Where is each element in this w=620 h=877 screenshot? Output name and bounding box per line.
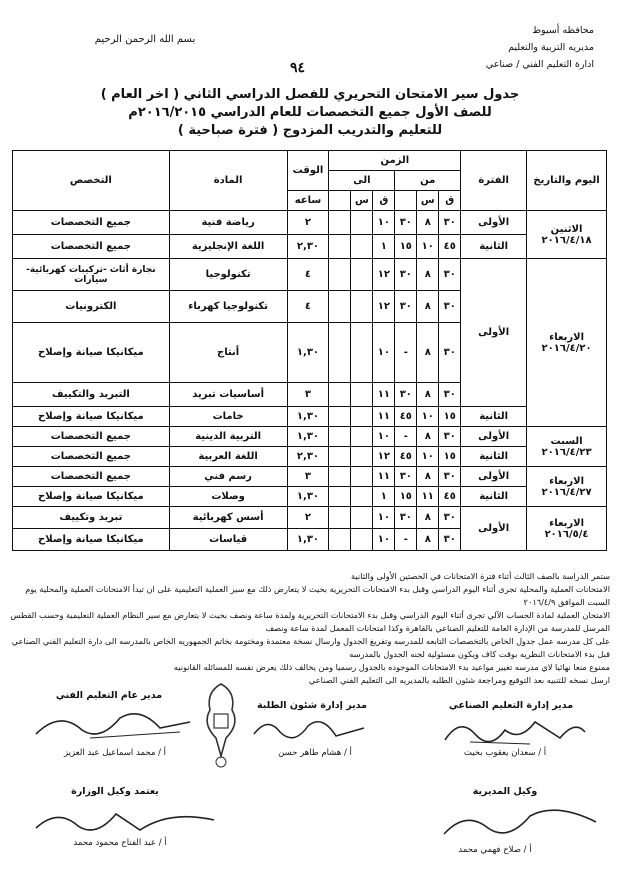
from-s-cell: ٨ — [417, 507, 439, 529]
table-row — [13, 259, 607, 291]
table-row — [13, 427, 607, 447]
table-row — [13, 507, 607, 529]
subject-cell: تكنولوجيا كهرباء — [169, 291, 287, 323]
blank-cell — [351, 211, 373, 235]
day-cell: الاربعاء ٢٠١٦/٤/٢٠ — [527, 259, 607, 427]
handwritten-signature — [440, 712, 590, 748]
from-s-cell: ٨ — [417, 467, 439, 487]
subject-cell: خامات — [169, 407, 287, 427]
specialty-cell: ميكانيكا صيانة وإصلاح — [13, 323, 170, 383]
table-row — [13, 407, 607, 427]
signature-name-industrial-ed: أ / سعدان يعقوب بخيت — [463, 748, 547, 758]
title-line-3: للتعليم والتدريب المزدوج ( فترة صباحية ) — [177, 123, 443, 138]
header-to-s: س — [351, 191, 373, 211]
signature-title-undersecretary: يعتمد وكيل الوزارة — [71, 786, 159, 797]
blank-cell — [351, 235, 373, 259]
header-day: اليوم والتاريخ — [527, 151, 607, 211]
blank-cell — [329, 291, 351, 323]
duration-cell: ٢ — [287, 211, 329, 235]
subject-cell: وصلات — [169, 487, 287, 507]
blank-cell — [329, 323, 351, 383]
to-q-cell: ٣٠ — [395, 467, 417, 487]
from-s-cell: ٨ — [417, 323, 439, 383]
table-row — [13, 487, 607, 507]
header-authority-block — [434, 22, 594, 73]
specialty-cell: نجارة أثاث -تركيبات كهربائية- سيارات — [13, 259, 170, 291]
from-q-cell: ٣٠ — [439, 467, 461, 487]
duration-cell: ٣ — [287, 383, 329, 407]
period-cell: الأولى — [461, 211, 527, 235]
notes-section — [10, 570, 610, 687]
subject-cell: اللغة الإنجليزية — [169, 235, 287, 259]
signature-name-deputy: أ / صلاح فهمي محمد — [458, 845, 532, 855]
header-duration: الوقت — [287, 151, 329, 191]
signature-name-student-affairs: أ / هشام طاهر حسن — [278, 748, 352, 758]
to-s-cell: ١ — [373, 487, 395, 507]
period-cell: الثانية — [461, 235, 527, 259]
specialty-cell: جميع التخصصات — [13, 427, 170, 447]
blank-cell — [351, 487, 373, 507]
handwritten-signature — [250, 714, 370, 748]
day-cell: الاربعاء ٢٠١٦/٥/٤ — [527, 507, 607, 551]
from-q-cell: ٤٥ — [439, 235, 461, 259]
period-cell: الثانية — [461, 487, 527, 507]
to-s-cell: ١١ — [373, 407, 395, 427]
from-s-cell: ١٠ — [417, 235, 439, 259]
from-s-cell: ٨ — [417, 427, 439, 447]
header-to: الى — [329, 171, 395, 191]
to-q-cell: ٣٠ — [395, 211, 417, 235]
header-period: الفترة — [461, 151, 527, 211]
day-cell: الاربعاء ٢٠١٦/٤/٢٧ — [527, 467, 607, 507]
blank-cell — [351, 259, 373, 291]
to-q-cell: ٤٥ — [395, 447, 417, 467]
blank-cell — [329, 383, 351, 407]
subject-cell: قياسات — [169, 529, 287, 551]
blank-cell — [329, 235, 351, 259]
header-hours: ساعه — [287, 191, 329, 211]
blank-cell — [329, 467, 351, 487]
subject-cell: اللغة العربية — [169, 447, 287, 467]
exam-schedule-table — [12, 150, 607, 551]
blank-cell — [329, 487, 351, 507]
specialty-cell: تبريد وتكييف — [13, 507, 170, 529]
from-q-cell: ٣٠ — [439, 291, 461, 323]
signature-name-technical-ed: أ / محمد اسماعيل عبد العزيز — [63, 748, 167, 758]
note-line: على كل مدرسه عمل جدول الخاص بالتخصصات التابعه للمدرسه وتفريغ الجدول وارسال نسخة معتمدة ومختومة بخاتم الجمهوريه الخاص بالمدرسه الى دارة التعليم الفني الصناعي قبل بدء الامتحانات النظريه بوقت كاف ويكون مسئولية لجنه الجدول بالمدرسه — [11, 636, 610, 659]
duration-cell: ٢ — [287, 507, 329, 529]
from-q-cell: ٤٥ — [439, 487, 461, 507]
blank-cell — [329, 507, 351, 529]
duration-cell: ٣ — [287, 467, 329, 487]
blank-cell — [351, 447, 373, 467]
to-q-cell: - — [395, 529, 417, 551]
specialty-cell: ميكانيكا صيانة وإصلاح — [13, 407, 170, 427]
note-line: ممنوع منعا نهائيا لاي مدرسه تغيير مواعيد بدء الامتحانات الموجوده بالجدول رسميا ومن يخالف ذلك يعرض نفسه للمسائله القانونيه — [173, 662, 610, 672]
subject-cell: أنتاج — [169, 323, 287, 383]
specialty-cell: جميع التخصصات — [13, 467, 170, 487]
basmala: بسم الله الرحمن الرحيم — [94, 34, 196, 45]
period-cell: الثانية — [461, 407, 527, 427]
duration-cell: ١,٣٠ — [287, 487, 329, 507]
signature-title-student-affairs: مدير إدارة شئون الطلبة — [256, 700, 368, 711]
to-q-cell: ١٥ — [395, 487, 417, 507]
blank-cell — [329, 259, 351, 291]
from-s-cell: ٨ — [417, 259, 439, 291]
blank-cell — [351, 507, 373, 529]
from-q-cell: ٣٠ — [439, 427, 461, 447]
subject-cell: أسس كهربائية — [169, 507, 287, 529]
blank-cell — [329, 407, 351, 427]
title-line-1: جدول سير الامتحان التحريري للفصل الدراسي الثاني ( اخر العام ) — [100, 87, 520, 102]
blank-cell — [351, 529, 373, 551]
to-s-cell: ١ — [373, 235, 395, 259]
header-line-governorate: محافظه أسيوط — [532, 25, 594, 36]
specialty-cell: جميع التخصصات — [13, 447, 170, 467]
to-s-cell: ١٢ — [373, 259, 395, 291]
period-cell: الأولى — [461, 507, 527, 551]
period-cell: الثانية — [461, 447, 527, 467]
blank-cell — [329, 211, 351, 235]
blank-cell — [329, 529, 351, 551]
note-line: الامتحانات العملية والمحلية تجرى أثناء اليوم الدراسي وقبل بدء الامتحانات التحريرية بحيث لا يتعارض ذلك مع سير العملية التعليمية على ان تبدأ الامتحانات العملية والمحلية يوم السبت الموافق ٢٠١٦/٤/٩ — [25, 584, 610, 607]
from-s-cell: ١٠ — [417, 407, 439, 427]
header-to-q: ق — [373, 191, 395, 211]
header-to-blank — [329, 191, 351, 211]
from-q-cell: ١٥ — [439, 407, 461, 427]
blank-cell — [351, 427, 373, 447]
handwritten-signature — [30, 704, 200, 744]
duration-cell: ١,٣٠ — [287, 529, 329, 551]
to-s-cell: ١٠ — [373, 427, 395, 447]
to-s-cell: ١١ — [373, 467, 395, 487]
blank-cell — [351, 467, 373, 487]
to-q-cell: ٤٥ — [395, 407, 417, 427]
to-q-cell: ٣٠ — [395, 291, 417, 323]
signature-title-technical-ed: مدير عام التعليم الفني — [55, 690, 163, 701]
signature-title-industrial-ed: مدير إدارة التعليم الصناعي — [448, 700, 574, 711]
header-from-s: س — [417, 191, 439, 211]
table-row — [13, 211, 607, 235]
specialty-cell: جميع التخصصات — [13, 235, 170, 259]
from-q-cell: ٣٠ — [439, 383, 461, 407]
page-number: ٩٤ — [290, 60, 306, 76]
to-s-cell: ١٠ — [373, 507, 395, 529]
header-specialty: التخصص — [13, 151, 170, 211]
subject-cell: التربية الدينية — [169, 427, 287, 447]
subject-cell: رياضة فنية — [169, 211, 287, 235]
from-s-cell: ١١ — [417, 487, 439, 507]
to-q-cell: - — [395, 323, 417, 383]
duration-cell: ٢,٣٠ — [287, 447, 329, 467]
specialty-cell: التبريد والتكييف — [13, 383, 170, 407]
to-s-cell: ١٠ — [373, 211, 395, 235]
from-s-cell: ١٠ — [417, 447, 439, 467]
to-s-cell: ١٠ — [373, 529, 395, 551]
to-q-cell: - — [395, 427, 417, 447]
handwritten-signature — [30, 804, 220, 840]
day-cell: السبت ٢٠١٦/٤/٢٣ — [527, 427, 607, 467]
header-from: من — [395, 171, 461, 191]
duration-cell: ٢,٣٠ — [287, 235, 329, 259]
from-s-cell: ٨ — [417, 529, 439, 551]
table-row — [13, 467, 607, 487]
header-line-administration: ادارة التعليم الفني / صناعي — [485, 59, 594, 70]
from-q-cell: ٣٠ — [439, 529, 461, 551]
title-line-2: للصف الأول جميع التخصصات للعام الدراسي ٢٠١٦/٢٠١٥م — [128, 105, 492, 120]
from-q-cell: ٣٠ — [439, 259, 461, 291]
period-cell: الأولى — [461, 259, 527, 407]
period-cell: الأولى — [461, 427, 527, 447]
day-cell: الاثنين ٢٠١٦/٤/١٨ — [527, 211, 607, 259]
specialty-cell: الكترونيات — [13, 291, 170, 323]
signature-title-deputy: وكيل المديرية — [472, 786, 538, 797]
header-time: الزمن — [329, 151, 461, 171]
from-q-cell: ٣٠ — [439, 507, 461, 529]
blank-cell — [329, 447, 351, 467]
note-line: ارسل نسخه للتنبيه بعد التوقيع ومراجعة شئون الطلبه بالمديريه الى التعليم الفني الصناعي — [308, 675, 610, 685]
header-line-directorate: مديريه التربية والتعليم — [508, 42, 594, 53]
duration-cell: ٤ — [287, 259, 329, 291]
from-s-cell: ٨ — [417, 211, 439, 235]
specialty-cell: جميع التخصصات — [13, 211, 170, 235]
official-seal-icon — [196, 680, 246, 770]
subject-cell: أساسيات تبريد — [169, 383, 287, 407]
duration-cell: ١,٣٠ — [287, 427, 329, 447]
from-q-cell: ٣٠ — [439, 323, 461, 383]
to-s-cell: ١٢ — [373, 447, 395, 467]
subject-cell: رسم فني — [169, 467, 287, 487]
from-q-cell: ١٥ — [439, 447, 461, 467]
to-q-cell: ٣٠ — [395, 259, 417, 291]
header-from-blank — [395, 191, 417, 211]
to-s-cell: ١١ — [373, 383, 395, 407]
header-from-q: ق — [439, 191, 461, 211]
to-q-cell: ٣٠ — [395, 507, 417, 529]
blank-cell — [351, 291, 373, 323]
duration-cell: ١,٣٠ — [287, 323, 329, 383]
from-s-cell: ٨ — [417, 291, 439, 323]
duration-cell: ٤ — [287, 291, 329, 323]
subject-cell: تكنولوجيا — [169, 259, 287, 291]
table-row — [13, 447, 607, 467]
signature-name-undersecretary: أ / عبد الفتاح محمود محمد — [73, 838, 167, 848]
duration-cell: ١,٣٠ — [287, 407, 329, 427]
to-s-cell: ١٢ — [373, 291, 395, 323]
blank-cell — [351, 323, 373, 383]
table-row — [13, 235, 607, 259]
specialty-cell: ميكانيكا صيانة وإصلاح — [13, 487, 170, 507]
period-cell: الأولى — [461, 467, 527, 487]
blank-cell — [329, 427, 351, 447]
to-q-cell: ١٥ — [395, 235, 417, 259]
header-subject: المادة — [169, 151, 287, 211]
handwritten-signature — [440, 800, 600, 844]
from-q-cell: ٣٠ — [439, 211, 461, 235]
blank-cell — [351, 383, 373, 407]
to-q-cell: ٣٠ — [395, 383, 417, 407]
note-line: ستمر الدراسة بالصف الثالث أثناء فترة الامتحانات في الحصتين الأولى والثانية — [351, 571, 610, 581]
document-titles — [0, 86, 620, 140]
to-s-cell: ١٠ — [373, 323, 395, 383]
from-s-cell: ٨ — [417, 383, 439, 407]
note-line: الامتحان العملية لمادة الحساب الآلي تجرى أثناء اليوم الدراسي وقبل بدء الامتحانات التحريرية ولمدة ساعة ونصف بحيث لا يتعارض مع سير النظام العملية التعليمية وحسب القطس المرسل للمدرسة من الإدارة العامة للتعليم الصناعي بالقاهرة وكذا امتحانات المعمل لمدة ساعة ونصف — [10, 610, 610, 633]
blank-cell — [351, 407, 373, 427]
specialty-cell: ميكانيكا صيانة وإصلاح — [13, 529, 170, 551]
